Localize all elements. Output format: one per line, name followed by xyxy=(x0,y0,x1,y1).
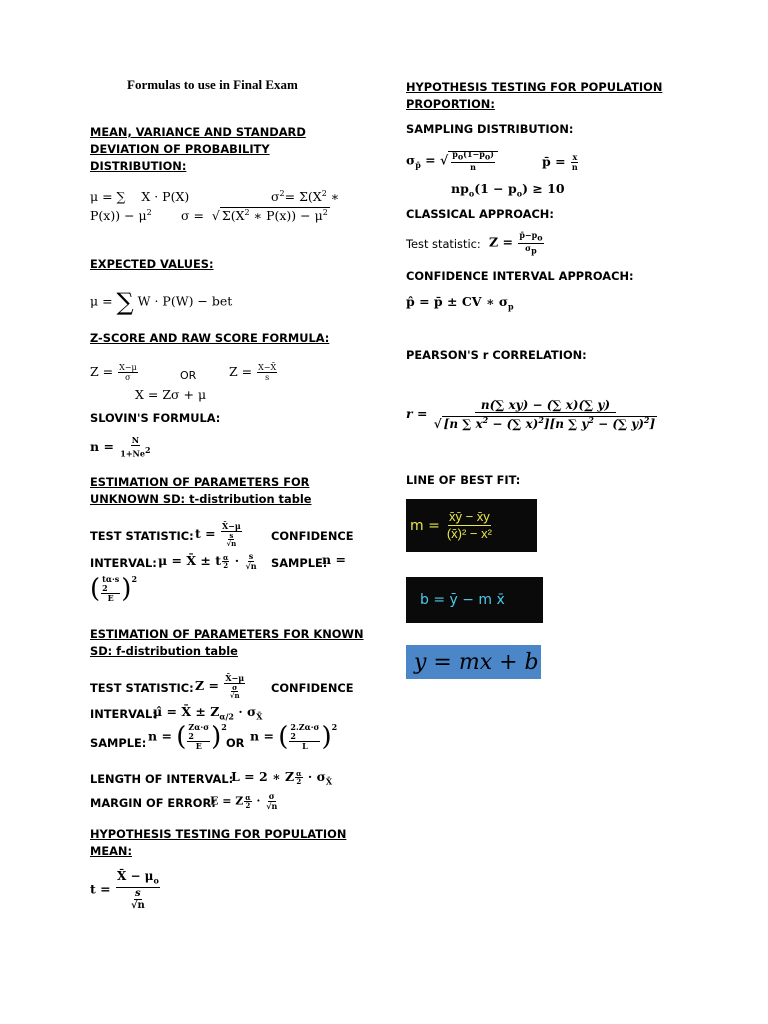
slope-formula-image xyxy=(406,499,537,552)
known-sd-heading: ESTIMATION OF PARAMETERS FOR KNOWN SD: f-distribution table xyxy=(90,627,364,658)
mean-formula: μ = ∑ X · P(X) xyxy=(90,189,190,204)
interval-label: INTERVAL: xyxy=(90,556,157,570)
z-interval-formula: μ̂ = X̄ ± $Z_{\alpha/2} \cdot \sigma_{X̄}$ xyxy=(153,704,263,722)
raw-score-formula: X = Zσ + μ xyxy=(135,387,207,402)
z-formula-2: Z = $\frac{X-X̄}{s}$ xyxy=(229,363,277,382)
sample-label: SAMPLE: xyxy=(271,556,328,570)
or-label-1: OR xyxy=(180,369,197,382)
sample-label-2: SAMPLE: xyxy=(90,736,147,750)
sd-formula: σ = √ $\Sigma(X^2$ ∗ $P(x)) - \mu^2$ xyxy=(181,208,328,224)
slovin-formula: n = $\frac{N}{1+Ne2}$ xyxy=(90,435,151,459)
best-fit-label: LINE OF BEST FIT: xyxy=(406,473,521,487)
t-interval-formula: μ = X̄ ± t $\frac{\alpha}{2}$ · $\frac{s}{√n}$ xyxy=(158,551,257,571)
hyp-mean-heading: HYPOTHESIS TESTING FOR POPULATION MEAN: xyxy=(90,827,347,858)
slovin-heading: SLOVIN'S FORMULA: xyxy=(90,411,221,425)
expected-values-heading: EXPECTED VALUES: xyxy=(90,257,214,271)
intercept-formula-image xyxy=(406,577,543,623)
page-title: Formulas to use in Final Exam xyxy=(127,77,298,92)
pearson-label: PEARSON'S r CORRELATION: xyxy=(406,348,587,362)
hyp-mean-formula: t = $\frac{X̄ - \mu_o}{\frac{s}{√n}}$ xyxy=(90,869,159,912)
pearson-formula: r = $\frac{n(\sum xy) - (\sum x)(\sum y)}{√ [n \sum x^2 - (\sum x)^2][n \sum y^2 - (\sum y)^2]}$ xyxy=(406,398,656,431)
confidence-label: CONFIDENCE xyxy=(271,529,354,543)
t-stat-formula: t = $\frac{X̄-\mu}{\frac{s}{√n}}$ xyxy=(195,521,241,548)
t-sample-formula: n = xyxy=(322,552,346,567)
margin-formula: E = Z $\frac{\alpha}{2}$ · $\frac{\sigma}{√n}$ xyxy=(210,791,278,811)
intercept-formula: b = ȳ − m x̄ xyxy=(420,592,505,608)
condition-formula: $np_o(1 - p_o) \ge 10$ xyxy=(451,181,565,199)
unknown-sd-heading: ESTIMATION OF PARAMETERS FOR UNKNOWN SD: t-distribution table xyxy=(90,475,312,506)
z-sample-formula-1: n = ( Zα·σ 2 E )$^2$ xyxy=(148,722,227,752)
confidence-label-2: CONFIDENCE xyxy=(271,681,354,695)
ci-approach-label: CONFIDENCE INTERVAL APPROACH: xyxy=(406,269,634,283)
margin-label: MARGIN OF ERROR: xyxy=(90,796,216,810)
p-bar-formula: p̄ = $\frac{x}{n}$ xyxy=(542,152,578,172)
t-sample-fraction: ( tα·s 2 E )$^2$ xyxy=(90,574,138,604)
expected-formula: μ = ∑ W · P(W) − bet xyxy=(90,288,233,316)
length-formula: L = 2 ∗ Z $\frac{\alpha}{2}$ · $\sigma_{X̄}$ xyxy=(231,769,333,787)
z-stat-formula: Z = $\frac{X̄-\mu}{\frac{\sigma}{√n}}$ xyxy=(195,673,245,700)
interval-label-2: INTERVAL: xyxy=(90,707,157,721)
zscore-heading: Z-SCORE AND RAW SCORE FORMULA: xyxy=(90,331,330,345)
test-statistic-label: TEST STATISTIC: xyxy=(90,529,194,543)
test-statistic-label-2: TEST STATISTIC: xyxy=(90,681,194,695)
z-sample-formula-2: n = ( 2.Zα·σ 2 L )$^2$ xyxy=(250,722,338,752)
classical-formula: Z = $\frac{p̄-po}{\sigma p}$ xyxy=(489,230,543,256)
mean-variance-heading: MEAN, VARIANCE AND STANDARD DEVIATION OF PROBABILITY DISTRIBUTION: xyxy=(90,125,306,173)
classical-label: CLASSICAL APPROACH: xyxy=(406,207,554,221)
variance-formula: $\sigma^2= \Sigma(X^2$ ∗ xyxy=(271,189,340,205)
line-formula: y = mx + b xyxy=(414,649,539,675)
slope-fraction: $\frac{x̄ȳ - x̄y}{\text{(x̄)² − x²}}$ xyxy=(446,509,492,541)
sigma-p-formula: $\sigma_{p̄}$ = √ $\frac{po(1-po)}{n}$ xyxy=(406,150,498,172)
sampling-dist-label: SAMPLING DISTRIBUTION: xyxy=(406,122,574,136)
test-stat-label: Test statistic: xyxy=(406,237,481,251)
or-label-2: OR xyxy=(226,736,245,750)
ci-formula: p̂ = p̄ ± CV ∗ $\sigma_p$ xyxy=(406,294,514,312)
length-label: LENGTH OF INTERVAL: xyxy=(90,772,234,786)
variance-formula-cont: $P(x)) - \mu^2$ xyxy=(90,208,152,224)
hyp-prop-heading: HYPOTHESIS TESTING FOR POPULATION PROPORTION: xyxy=(406,80,663,111)
z-formula-1: Z = $\frac{X-\mu}{\sigma}$ xyxy=(90,363,137,382)
line-formula-image xyxy=(406,645,541,679)
slope-formula: m = xyxy=(410,517,440,534)
